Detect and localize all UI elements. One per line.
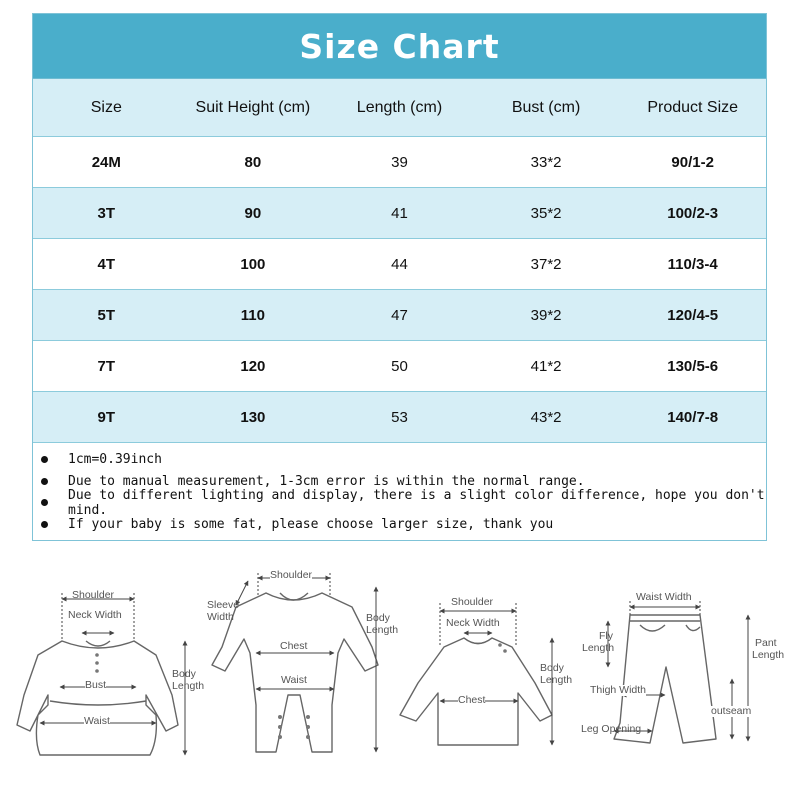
note-text: Due to manual measurement, 1-3cm error is within the normal range. xyxy=(68,473,585,489)
pants-leg-opening-label: Leg Opening xyxy=(581,723,642,735)
note-text: 1cm=0.39inch xyxy=(68,452,162,468)
top-neck-width-label: Neck Width xyxy=(446,617,500,629)
cell-bust: 35*2 xyxy=(473,188,620,239)
cell-size: 24M xyxy=(33,137,180,188)
note-text: If your baby is some fat, please choose larger size, thank you xyxy=(68,516,554,532)
cell-length: 47 xyxy=(326,290,473,341)
cell-bust: 43*2 xyxy=(473,392,620,443)
table-row xyxy=(33,137,766,188)
cell-bust: 41*2 xyxy=(473,341,620,392)
top-body-label: Body xyxy=(540,662,564,674)
dress-outline xyxy=(17,641,178,755)
cell-size: 4T xyxy=(33,239,180,290)
cell-suit-height: 90 xyxy=(180,188,327,239)
dress-waist-label: Waist xyxy=(84,715,110,727)
cell-length: 53 xyxy=(326,392,473,443)
cell-size: 5T xyxy=(33,290,180,341)
cell-suit-height: 80 xyxy=(180,137,327,188)
romper-outline xyxy=(212,593,378,752)
cell-size: 7T xyxy=(33,341,180,392)
header-bust: Bust (cm) xyxy=(473,79,620,137)
notes-list xyxy=(33,443,766,535)
header-suit-height: Suit Height (cm) xyxy=(180,79,327,137)
cell-length: 50 xyxy=(326,341,473,392)
header-size: Size xyxy=(33,79,180,137)
pants-fly-length-label: Length xyxy=(582,642,615,654)
bullet-icon xyxy=(41,499,48,506)
romper-body-label: Body xyxy=(366,612,390,624)
cell-length: 41 xyxy=(326,188,473,239)
romper-width-label: Width xyxy=(207,611,234,623)
romper-length-label: Length xyxy=(366,624,399,636)
cell-suit-height: 110 xyxy=(180,290,327,341)
table-row xyxy=(33,290,766,341)
top-shoulder-label: Shoulder xyxy=(451,596,494,608)
bullet-icon xyxy=(41,478,48,485)
cell-length: 39 xyxy=(326,137,473,188)
cell-bust: 39*2 xyxy=(473,290,620,341)
cell-bust: 37*2 xyxy=(473,239,620,290)
dress-body-label: Body xyxy=(172,668,196,680)
bullet-icon xyxy=(41,456,48,463)
size-table xyxy=(33,79,766,443)
cell-suit-height: 120 xyxy=(180,341,327,392)
note-item xyxy=(41,449,766,471)
pants-thigh-width-label: Thigh Width xyxy=(590,684,647,696)
table-header-row xyxy=(33,79,766,137)
dress-collar xyxy=(86,641,110,646)
cell-size: 9T xyxy=(33,392,180,443)
header-length: Length (cm) xyxy=(326,79,473,137)
pants-length-label: Length xyxy=(752,649,785,661)
romper-sleeve-label: Sleeve xyxy=(207,599,240,611)
cell-product-size: 100/2-3 xyxy=(619,188,766,239)
cell-suit-height: 130 xyxy=(180,392,327,443)
cell-product-size: 130/5-6 xyxy=(619,341,766,392)
bullet-icon xyxy=(41,521,48,528)
note-text: Due to different lighting and display, there is a slight color difference, hope you don't mind. xyxy=(68,487,765,518)
cell-product-size: 120/4-5 xyxy=(619,290,766,341)
top-outline xyxy=(400,638,552,745)
cell-length: 44 xyxy=(326,239,473,290)
top-length-label: Length xyxy=(540,674,573,686)
table-row xyxy=(33,239,766,290)
chart-title: Size Chart xyxy=(299,26,500,66)
title-bar xyxy=(33,14,766,79)
size-chart xyxy=(32,13,767,541)
cell-size: 3T xyxy=(33,188,180,239)
table-row xyxy=(33,392,766,443)
dress-shoulder-label: Shoulder xyxy=(72,589,115,601)
pants-outseam-label: outseam xyxy=(711,705,752,717)
top-collar xyxy=(464,638,492,644)
cell-bust: 33*2 xyxy=(473,137,620,188)
measurement-diagrams xyxy=(0,555,800,800)
dress-neck-width-label: Neck Width xyxy=(68,609,122,621)
table-row xyxy=(33,188,766,239)
romper-waist-label: Waist xyxy=(281,674,307,686)
pants-waist-width-label: Waist Width xyxy=(636,591,692,603)
top-chest-label: Chest xyxy=(458,694,486,706)
dress-waist-seam xyxy=(50,701,146,705)
romper-chest-label: Chest xyxy=(280,640,308,652)
cell-product-size: 110/3-4 xyxy=(619,239,766,290)
table-row xyxy=(33,341,766,392)
cell-suit-height: 100 xyxy=(180,239,327,290)
header-product-size: Product Size xyxy=(619,79,766,137)
cell-product-size: 90/1-2 xyxy=(619,137,766,188)
dress-length-label: Length xyxy=(172,680,205,692)
dress-bust-label: Bust xyxy=(85,679,107,691)
pants-pant-label: Pant xyxy=(755,637,777,649)
pants-fly-label: Fly xyxy=(599,630,613,642)
note-item xyxy=(41,487,766,518)
romper-shoulder-label: Shoulder xyxy=(270,569,313,581)
cell-product-size: 140/7-8 xyxy=(619,392,766,443)
